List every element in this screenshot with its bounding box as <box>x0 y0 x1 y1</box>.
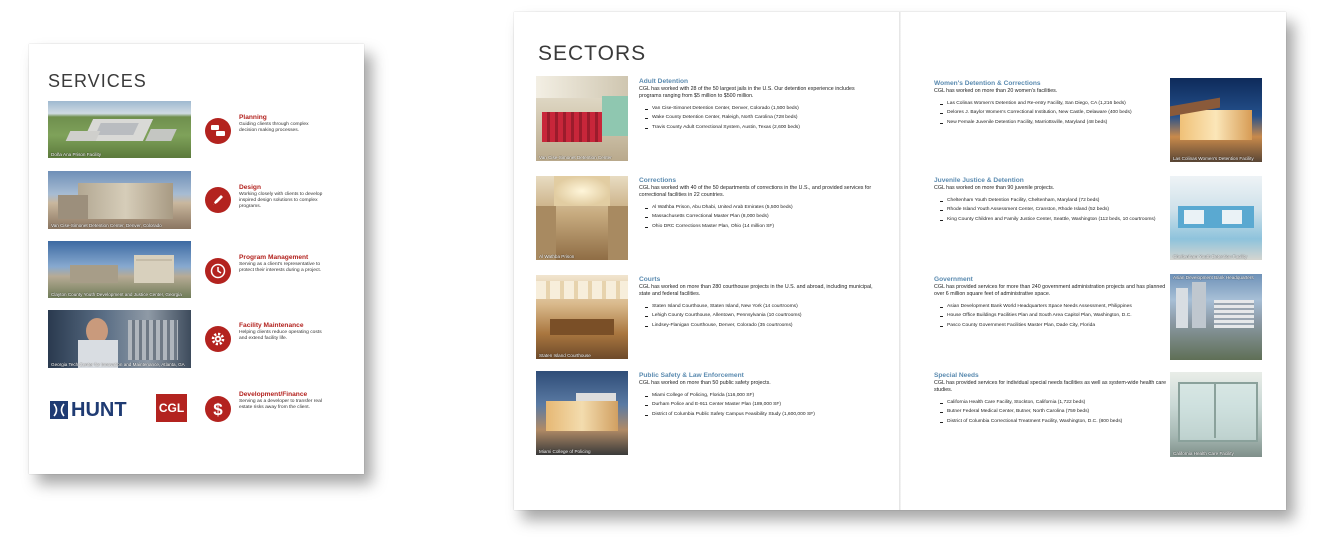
list-item: Butner Federal Medical Center, Butner, North Carolina (759 beds) <box>940 409 1169 415</box>
courts-photo <box>536 275 628 359</box>
public-safety-photo <box>536 371 628 455</box>
design-photo-caption: Van Cise-Simonet Detention Center, Denver, Colorado <box>51 223 162 228</box>
special-needs-desc: CGL has provided services for individual special needs facilities as well as system-wide health care studies. <box>934 380 1167 393</box>
courts-desc: CGL has worked on more than 280 courthouse projects in the U.S. and abroad, including municipal, state and federal facilities. <box>639 284 873 297</box>
womens-detention-photo <box>1170 78 1262 162</box>
list-item: Delores J. Baylor Women's Correctional Institution, New Castle, Delaware (400 beds) <box>940 110 1169 116</box>
womens-detention-title: Women's Detention & Corrections <box>934 80 1041 87</box>
development-finance-title: Development/Finance <box>239 391 308 398</box>
cgl-logo <box>156 394 187 422</box>
planning-title: Planning <box>239 114 267 121</box>
sector-public-safety <box>639 372 874 421</box>
government-photo-caption: Asian Development Bank Headquarters <box>1173 275 1254 280</box>
corrections-photo <box>536 176 628 260</box>
corrections-title: Corrections <box>639 177 677 184</box>
list-item: House Office Buildings Facilities Plan and South Area Capitol Plan, Washington, D.C. <box>940 313 1169 319</box>
design-photo <box>48 171 191 229</box>
adult-detention-photo <box>536 76 628 161</box>
program-management-photo <box>48 241 191 298</box>
corrections-desc: CGL has worked with 40 of the 50 departments of corrections in the U.S., and provided services for correctional facilities in 22 countries. <box>639 185 872 198</box>
sectors-title: SECTORS <box>538 42 647 65</box>
government-photo <box>1170 274 1262 360</box>
list-item: New Female Juvenile Detention Facility, Marriottsville, Maryland (48 beds) <box>940 120 1169 126</box>
list-item: Travis County Adult Correctional System, Austin, Texas (2,600 beds) <box>645 125 874 131</box>
list-item: District of Columbia Public Safety Campus Feasibility Study (1,600,000 SF) <box>645 412 874 418</box>
planning-photo <box>48 101 191 158</box>
list-item: Ohio DRC Corrections Master Plan, Ohio (14 million SF) <box>645 224 874 230</box>
list-item: Al Wathba Prison, Abu Dhabi, United Arab Emirates (5,500 beds) <box>645 205 874 211</box>
list-item: Staten Island Courthouse, Staten Island, New York (14 courtrooms) <box>645 304 874 310</box>
hunt-logo-text: HUNT <box>71 398 127 421</box>
corrections-photo-caption: Al Wathba Prison <box>539 254 575 259</box>
list-item: District of Columbia Correctional Treatment Facility, Washington, D.C. (800 beds) <box>940 419 1169 425</box>
adult-detention-photo-caption: Van Cise-Simonet Detention Center <box>539 155 612 160</box>
list-item: Miami College of Policing, Florida (116,000 SF) <box>645 393 874 399</box>
government-title: Government <box>934 276 973 283</box>
sector-special-needs <box>934 372 1169 428</box>
list-item: Cheltenham Youth Detention Facility, Cheltenham, Maryland (72 beds) <box>940 198 1169 204</box>
list-item: King County Children and Family Justice Center, Seattle, Washington (112 beds, 10 courtrooms) <box>940 217 1169 223</box>
special-needs-title: Special Needs <box>934 372 979 379</box>
womens-detention-photo-caption: Las Colinas Women's Detention Facility <box>1173 156 1254 161</box>
public-safety-photo-caption: Miami College of Policing <box>539 449 591 454</box>
program-management-title: Program Management <box>239 254 309 261</box>
cgl-logo-text: CGL <box>158 401 185 415</box>
design-title: Design <box>239 184 261 191</box>
special-needs-photo <box>1170 372 1262 457</box>
services-page <box>29 44 364 474</box>
program-management-desc: Serving as a client's representative to protect their interests during a project. <box>239 262 322 274</box>
facility-maintenance-title: Facility Maintenance <box>239 322 304 329</box>
juvenile-justice-title: Juvenile Justice & Detention <box>934 177 1024 184</box>
list-item: Pasco County Government Facilities Master Plan, Dade City, Florida <box>940 323 1169 329</box>
sector-government <box>934 276 1169 332</box>
womens-detention-desc: CGL has worked on more than 20 women's facilities. <box>934 88 1058 94</box>
planning-chat-icon <box>205 118 231 144</box>
juvenile-justice-photo-caption: Cheltenham Youth Detention Facility <box>1173 254 1248 259</box>
program-management-photo-caption: Clayton County Youth Development and Justice Center, Georgia <box>51 292 182 297</box>
juvenile-justice-photo <box>1170 176 1262 260</box>
services-title: SERVICES <box>48 71 147 91</box>
facility-maintenance-photo-caption: Georgia Tech Center for Innovation and Maintenance, Atlanta, GA <box>51 362 185 367</box>
list-item: Las Colinas Women's Detention and Re-entry Facility, San Diego, CA (1,216 beds) <box>940 101 1169 107</box>
planning-photo-caption: Doña Ana Prison Facility <box>51 152 102 157</box>
list-item: California Health Care Facility, Stockton, California (1,722 beds) <box>940 400 1169 406</box>
page-fold <box>899 12 901 510</box>
list-item: Van Cise-Simonet Detention Center, Denver, Colorado (1,500 beds) <box>645 106 874 112</box>
juvenile-justice-desc: CGL has worked on more than 90 juvenile projects. <box>934 185 1055 191</box>
design-pen-icon <box>205 187 231 213</box>
list-item: Lindsey-Flanigan Courthouse, Denver, Colorado (35 courtrooms) <box>645 323 874 329</box>
sector-juvenile-justice <box>934 177 1169 226</box>
public-safety-desc: CGL has worked on more than 50 public safety projects. <box>639 380 771 386</box>
list-item: Rhode Island Youth Assessment Center, Cranston, Rhode Island (52 beds) <box>940 207 1169 213</box>
facility-maintenance-photo <box>48 310 191 368</box>
facility-maintenance-desc: Helping clients reduce operating costs and extend facility life. <box>239 330 322 342</box>
list-item: Asian Development Bank World Headquarters Space Needs Assessment, Philippines <box>940 304 1169 310</box>
gear-icon <box>205 326 231 352</box>
clock-icon <box>205 258 231 284</box>
government-desc: CGL has provided services for more than 240 government administration projects and has planned over 6 million square feet of administrative space. <box>934 284 1166 297</box>
sector-adult-detention <box>639 78 874 134</box>
list-item: Lehigh County Courthouse, Allentown, Pennsylvania (10 courtrooms) <box>645 313 874 319</box>
sector-courts <box>639 276 874 332</box>
adult-detention-title: Adult Detention <box>639 78 689 85</box>
list-item: Wake County Detention Center, Raleigh, North Carolina (728 beds) <box>645 115 874 121</box>
design-desc: Working closely with clients to develop inspired design solutions to complex programs. <box>239 192 323 210</box>
hunt-logo <box>50 399 145 421</box>
planning-desc: Guiding clients through complex decision making processes. <box>239 122 309 134</box>
sector-womens-detention <box>934 80 1169 129</box>
dollar-icon: $ <box>205 396 231 422</box>
courts-photo-caption: Staten Island Courthouse <box>539 353 591 358</box>
development-finance-desc: Serving as a developer to transfer real estate risks away from the client. <box>239 399 322 411</box>
hunt-logo-mark-icon <box>50 401 68 419</box>
list-item: Massachusetts Correctional Master Plan (8,000 beds) <box>645 214 874 220</box>
adult-detention-desc: CGL has worked with 28 of the 50 largest jails in the U.S. Our detention experience includes programs ranging from $5 million to $500 million. <box>639 86 855 99</box>
sector-corrections <box>639 177 874 233</box>
sectors-spread <box>514 12 1286 510</box>
special-needs-photo-caption: California Health Care Facility <box>1173 451 1234 456</box>
courts-title: Courts <box>639 276 661 283</box>
public-safety-title: Public Safety & Law Enforcement <box>639 372 744 379</box>
list-item: Durham Police and E-911 Center Master Plan (189,000 SF) <box>645 402 874 408</box>
